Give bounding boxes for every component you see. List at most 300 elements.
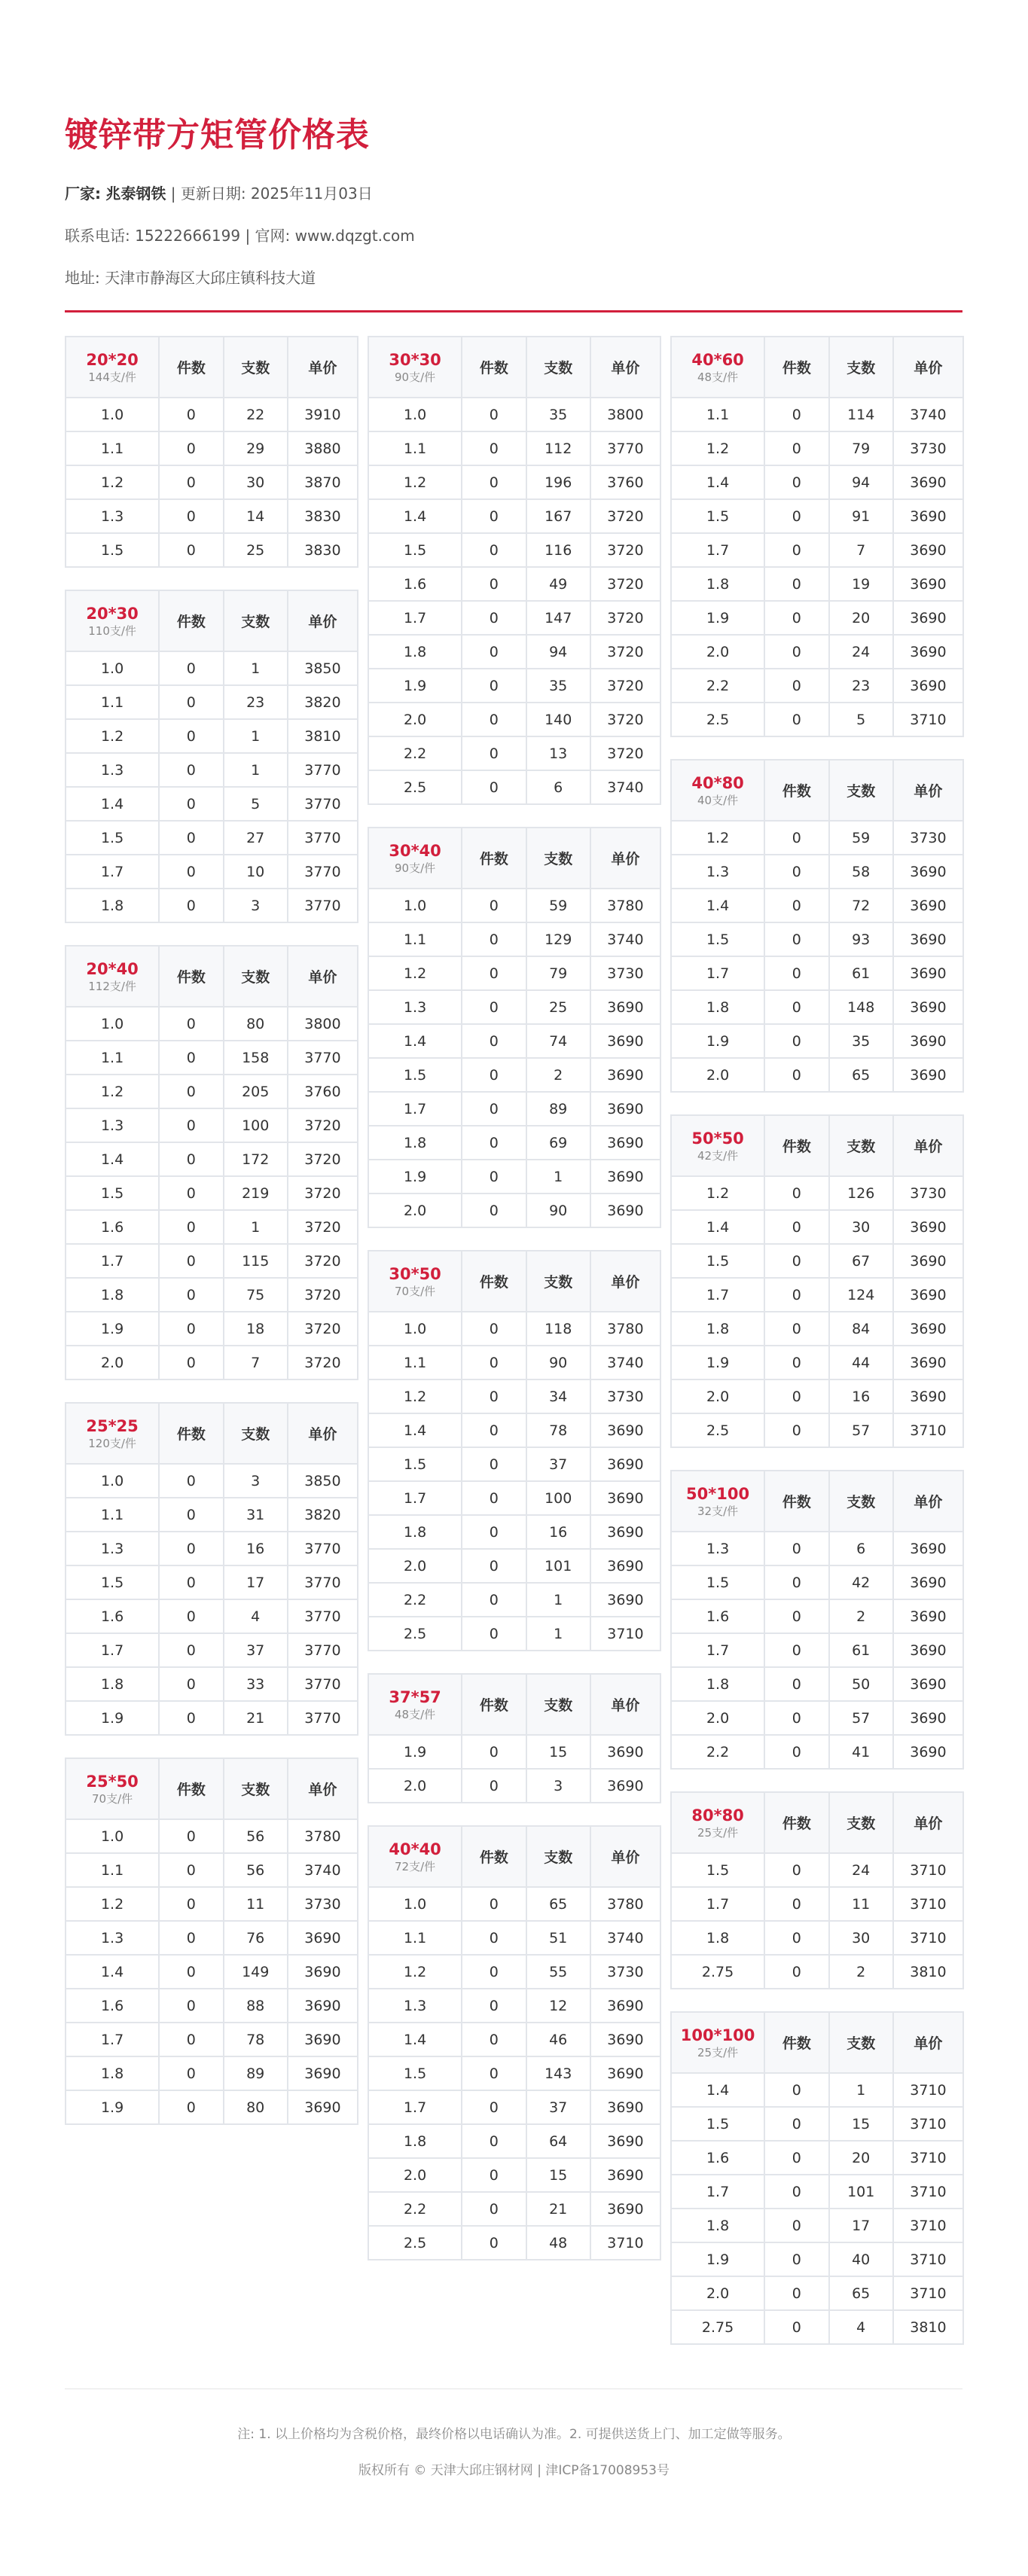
cell-thickness: 2.0 — [368, 2158, 462, 2192]
table-row — [66, 1701, 358, 1735]
cell-pieces: 0 — [764, 990, 828, 1024]
cell-count: 34 — [526, 1379, 590, 1413]
cell-thickness: 2.0 — [671, 1379, 764, 1413]
cell-pieces: 0 — [462, 889, 526, 922]
factory-line — [65, 182, 373, 205]
table-row — [66, 1633, 358, 1667]
cell-pieces: 0 — [462, 922, 526, 956]
table-row — [368, 1481, 660, 1515]
cell-price: 3770 — [288, 753, 358, 787]
table-row — [66, 1887, 358, 1921]
cell-pieces: 0 — [462, 703, 526, 736]
col-header-price: 单价 — [590, 828, 660, 889]
cell-price: 3760 — [288, 1075, 358, 1108]
cell-thickness: 1.0 — [368, 1312, 462, 1346]
footer-copyright: 版权所有 © 天津大邱庄钢材网 | 津ICP备17008953号 — [358, 2463, 670, 2478]
spec-header — [671, 1792, 764, 1853]
cell-count: 143 — [526, 2056, 590, 2090]
cell-thickness: 1.1 — [66, 431, 159, 465]
cell-thickness: 1.9 — [66, 1701, 159, 1735]
cell-thickness: 1.7 — [368, 1481, 462, 1515]
cell-count: 7 — [224, 1346, 288, 1379]
cell-price: 3770 — [288, 1633, 358, 1667]
column-2 — [368, 336, 661, 2282]
cell-pieces: 0 — [159, 821, 223, 855]
cell-price: 3690 — [893, 1565, 963, 1599]
cell-pieces: 0 — [764, 2242, 828, 2276]
header — [65, 113, 962, 287]
header-divider — [65, 310, 962, 312]
cell-price: 3910 — [288, 398, 358, 431]
cell-thickness: 1.5 — [66, 1176, 159, 1210]
cell-pieces: 0 — [159, 1075, 223, 1108]
cell-pieces: 0 — [159, 1599, 223, 1633]
spec-size: 25*25 — [86, 1416, 139, 1435]
cell-price: 3770 — [288, 1667, 358, 1701]
table-row — [66, 1853, 358, 1887]
cell-thickness: 2.0 — [368, 1769, 462, 1803]
cell-price: 3690 — [893, 499, 963, 533]
table-row — [671, 2073, 963, 2107]
cell-count: 90 — [526, 1193, 590, 1227]
cell-pieces: 0 — [462, 1126, 526, 1160]
cell-thickness: 1.5 — [671, 1853, 764, 1887]
cell-thickness: 1.8 — [368, 2124, 462, 2158]
col-header-count: 支数 — [526, 828, 590, 889]
cell-pieces: 0 — [462, 1481, 526, 1515]
table-row — [66, 787, 358, 821]
cell-price: 3690 — [893, 1346, 963, 1379]
table-row — [671, 855, 963, 889]
cell-thickness: 1.5 — [671, 2107, 764, 2141]
cell-price: 3720 — [590, 499, 660, 533]
col-header-pieces: 件数 — [462, 1251, 526, 1312]
cell-count: 13 — [526, 736, 590, 770]
cell-count: 5 — [224, 787, 288, 821]
cell-price: 3710 — [893, 1887, 963, 1921]
col-header-pieces: 件数 — [764, 1792, 828, 1853]
cell-thickness: 1.7 — [66, 855, 159, 889]
table-row — [671, 1667, 963, 1701]
phone-number[interactable]: 15222666199 — [135, 227, 241, 245]
spec-table — [670, 2011, 964, 2345]
cell-pieces: 0 — [159, 431, 223, 465]
cell-thickness: 1.7 — [66, 1244, 159, 1278]
cell-pieces: 0 — [159, 1312, 223, 1346]
cell-price: 3690 — [288, 1921, 358, 1955]
cell-thickness: 1.1 — [368, 1346, 462, 1379]
spec-table — [368, 1250, 661, 1651]
cell-price: 3780 — [590, 1312, 660, 1346]
cell-pieces: 0 — [462, 1583, 526, 1617]
cell-pieces: 0 — [764, 1701, 828, 1735]
table-row — [66, 398, 358, 431]
spec-per-bundle: 90支/件 — [395, 370, 436, 384]
cell-thickness: 1.8 — [671, 2209, 764, 2242]
cell-price: 3690 — [893, 533, 963, 567]
table-row — [671, 431, 963, 465]
cell-price: 3720 — [590, 736, 660, 770]
cell-count: 31 — [224, 1498, 288, 1532]
col-header-count: 支数 — [224, 1403, 288, 1464]
col-header-count: 支数 — [526, 1826, 590, 1887]
cell-thickness: 1.2 — [66, 465, 159, 499]
cell-thickness: 2.0 — [368, 703, 462, 736]
cell-pieces: 0 — [159, 1278, 223, 1312]
col-header-count: 支数 — [829, 1792, 893, 1853]
table-row — [671, 1921, 963, 1955]
cell-thickness: 1.5 — [671, 922, 764, 956]
cell-price: 3690 — [893, 1312, 963, 1346]
table-row — [368, 567, 660, 601]
cell-pieces: 0 — [462, 1312, 526, 1346]
cell-price: 3720 — [288, 1108, 358, 1142]
cell-thickness: 1.4 — [368, 499, 462, 533]
cell-count: 46 — [526, 2023, 590, 2056]
cell-price: 3710 — [893, 2073, 963, 2107]
cell-pieces: 0 — [764, 1565, 828, 1599]
col-header-count: 支数 — [829, 2012, 893, 2073]
table-row — [368, 398, 660, 431]
spec-size: 30*40 — [389, 841, 441, 860]
cell-pieces: 0 — [462, 1058, 526, 1092]
phone-label: 联系电话: — [65, 227, 130, 245]
table-row — [368, 2192, 660, 2226]
table-row — [671, 2141, 963, 2175]
cell-count: 21 — [526, 2192, 590, 2226]
cell-count: 78 — [526, 1413, 590, 1447]
cell-thickness: 1.1 — [368, 1921, 462, 1955]
cell-pieces: 0 — [462, 1160, 526, 1193]
cell-thickness: 1.3 — [66, 1921, 159, 1955]
cell-price: 3770 — [288, 1565, 358, 1599]
cell-price: 3690 — [893, 855, 963, 889]
cell-thickness: 2.0 — [671, 2276, 764, 2310]
cell-thickness: 1.5 — [368, 1058, 462, 1092]
cell-thickness: 1.5 — [671, 1565, 764, 1599]
cell-pieces: 0 — [159, 2056, 223, 2090]
table-row — [368, 1346, 660, 1379]
cell-thickness: 1.7 — [671, 956, 764, 990]
cell-price: 3710 — [590, 1617, 660, 1651]
cell-thickness: 1.2 — [671, 1176, 764, 1210]
cell-pieces: 0 — [462, 1379, 526, 1413]
cell-price: 3710 — [893, 2276, 963, 2310]
cell-pieces: 0 — [159, 398, 223, 431]
table-row — [368, 499, 660, 533]
cell-price: 3720 — [590, 703, 660, 736]
spec-header — [66, 1403, 159, 1464]
table-row — [368, 1617, 660, 1651]
cell-pieces: 0 — [462, 1989, 526, 2023]
cell-pieces: 0 — [159, 1887, 223, 1921]
cell-price: 3690 — [590, 990, 660, 1024]
col-header-price: 单价 — [590, 1674, 660, 1735]
cell-thickness: 1.4 — [671, 1210, 764, 1244]
cell-pieces: 0 — [159, 1007, 223, 1041]
table-row — [368, 703, 660, 736]
cell-price: 3690 — [893, 669, 963, 703]
cell-pieces: 0 — [462, 635, 526, 669]
table-row — [671, 1701, 963, 1735]
cell-pieces: 0 — [462, 1887, 526, 1921]
cell-count: 80 — [224, 1007, 288, 1041]
cell-thickness: 1.4 — [66, 1142, 159, 1176]
cell-count: 56 — [224, 1819, 288, 1853]
cell-thickness: 1.3 — [66, 1108, 159, 1142]
cell-count: 2 — [829, 1955, 893, 1989]
cell-price: 3770 — [288, 1041, 358, 1075]
spec-size: 40*60 — [691, 350, 744, 369]
cell-pieces: 0 — [159, 889, 223, 922]
cell-count: 37 — [526, 2090, 590, 2124]
table-row — [671, 499, 963, 533]
cell-count: 56 — [224, 1853, 288, 1887]
spec-per-bundle: 25支/件 — [697, 1825, 739, 1840]
table-row — [368, 431, 660, 465]
cell-count: 16 — [224, 1532, 288, 1565]
cell-price: 3690 — [590, 1447, 660, 1481]
col-header-pieces: 件数 — [462, 828, 526, 889]
cell-price: 3710 — [893, 1853, 963, 1887]
cell-pieces: 0 — [462, 499, 526, 533]
cell-pieces: 0 — [462, 1549, 526, 1583]
cell-price: 3690 — [893, 889, 963, 922]
cell-pieces: 0 — [764, 1887, 828, 1921]
table-row — [66, 1075, 358, 1108]
cell-pieces: 0 — [764, 431, 828, 465]
cell-count: 3 — [224, 889, 288, 922]
cell-thickness: 1.5 — [66, 821, 159, 855]
cell-pieces: 0 — [159, 533, 223, 567]
cell-count: 61 — [829, 1633, 893, 1667]
spec-header — [368, 1674, 462, 1735]
cell-pieces: 0 — [764, 1921, 828, 1955]
cell-thickness: 1.8 — [66, 1278, 159, 1312]
spec-size: 20*30 — [86, 604, 139, 623]
cell-count: 22 — [224, 398, 288, 431]
table-row — [66, 651, 358, 685]
cell-price: 3770 — [288, 1599, 358, 1633]
col-header-pieces: 件数 — [159, 1403, 223, 1464]
cell-count: 112 — [526, 431, 590, 465]
cell-count: 23 — [224, 685, 288, 719]
cell-price: 3800 — [288, 1007, 358, 1041]
cell-thickness: 1.2 — [368, 956, 462, 990]
cell-count: 84 — [829, 1312, 893, 1346]
cell-pieces: 0 — [764, 669, 828, 703]
cell-price: 3780 — [590, 1887, 660, 1921]
spec-table — [670, 759, 964, 1093]
cell-pieces: 0 — [764, 889, 828, 922]
cell-pieces: 0 — [462, 1413, 526, 1447]
table-row — [66, 855, 358, 889]
cell-thickness: 1.8 — [368, 1515, 462, 1549]
cell-thickness: 1.7 — [671, 1887, 764, 1921]
cell-price: 3690 — [893, 1244, 963, 1278]
cell-price: 3690 — [893, 1379, 963, 1413]
cell-count: 35 — [526, 669, 590, 703]
cell-price: 3850 — [288, 651, 358, 685]
cell-thickness: 1.1 — [368, 431, 462, 465]
cell-count: 140 — [526, 703, 590, 736]
cell-count: 2 — [526, 1058, 590, 1092]
cell-price: 3690 — [893, 956, 963, 990]
cell-thickness: 2.0 — [368, 1549, 462, 1583]
table-row — [66, 2023, 358, 2056]
spec-table — [368, 827, 661, 1228]
cell-pieces: 0 — [159, 1498, 223, 1532]
spec-size: 40*80 — [691, 773, 744, 792]
cell-thickness: 1.0 — [368, 889, 462, 922]
table-row — [368, 956, 660, 990]
cell-thickness: 1.3 — [368, 990, 462, 1024]
cell-pieces: 0 — [764, 922, 828, 956]
cell-pieces: 0 — [764, 465, 828, 499]
cell-pieces: 0 — [462, 1024, 526, 1058]
cell-price: 3740 — [288, 1853, 358, 1887]
cell-thickness: 1.0 — [66, 398, 159, 431]
table-row — [66, 431, 358, 465]
cell-price: 3690 — [893, 922, 963, 956]
cell-count: 3 — [526, 1769, 590, 1803]
table-row — [368, 889, 660, 922]
cell-count: 50 — [829, 1667, 893, 1701]
cell-price: 3690 — [288, 2090, 358, 2124]
cell-pieces: 0 — [159, 1565, 223, 1599]
col-header-price: 单价 — [893, 1471, 963, 1532]
cell-price: 3810 — [288, 719, 358, 753]
spec-table — [65, 590, 358, 923]
cell-count: 21 — [224, 1701, 288, 1735]
cell-count: 15 — [526, 1735, 590, 1769]
cell-count: 19 — [829, 567, 893, 601]
spec-table — [670, 1114, 964, 1448]
table-row — [66, 533, 358, 567]
cell-pieces: 0 — [764, 956, 828, 990]
cell-price: 3690 — [288, 1989, 358, 2023]
cell-price: 3740 — [590, 922, 660, 956]
cell-count: 74 — [526, 1024, 590, 1058]
col-header-count: 支数 — [526, 337, 590, 398]
cell-price: 3730 — [893, 1176, 963, 1210]
cell-count: 91 — [829, 499, 893, 533]
cell-thickness: 1.0 — [368, 398, 462, 431]
cell-price: 3720 — [288, 1142, 358, 1176]
cell-pieces: 0 — [462, 1447, 526, 1481]
cell-price: 3830 — [288, 499, 358, 533]
cell-price: 3690 — [893, 1667, 963, 1701]
table-row — [671, 1565, 963, 1599]
cell-count: 67 — [829, 1244, 893, 1278]
cell-thickness: 1.9 — [368, 1160, 462, 1193]
cell-pieces: 0 — [462, 990, 526, 1024]
spec-table — [65, 1402, 358, 1736]
table-row — [671, 1278, 963, 1312]
cell-count: 49 — [526, 567, 590, 601]
cell-count: 89 — [526, 1092, 590, 1126]
cell-price: 3690 — [893, 1735, 963, 1769]
cell-price: 3690 — [893, 1701, 963, 1735]
cell-pieces: 0 — [462, 1735, 526, 1769]
table-row — [671, 1735, 963, 1769]
spec-header — [66, 337, 159, 398]
cell-pieces: 0 — [764, 1024, 828, 1058]
cell-count: 147 — [526, 601, 590, 635]
cell-thickness: 1.5 — [368, 533, 462, 567]
spec-size: 20*40 — [86, 959, 139, 978]
spec-header — [66, 946, 159, 1007]
cell-count: 11 — [829, 1887, 893, 1921]
cell-pieces: 0 — [462, 1955, 526, 1989]
cell-price: 3690 — [590, 1413, 660, 1447]
cell-count: 118 — [526, 1312, 590, 1346]
site-link[interactable]: www.dqzgt.com — [294, 227, 415, 245]
cell-thickness: 1.1 — [368, 922, 462, 956]
table-row — [66, 2056, 358, 2090]
spec-per-bundle: 40支/件 — [697, 793, 739, 807]
cell-thickness: 1.9 — [66, 2090, 159, 2124]
col-header-count: 支数 — [829, 1471, 893, 1532]
cell-count: 65 — [829, 2276, 893, 2310]
cell-thickness: 2.5 — [671, 703, 764, 736]
cell-count: 64 — [526, 2124, 590, 2158]
cell-price: 3740 — [590, 1346, 660, 1379]
cell-price: 3710 — [893, 703, 963, 736]
cell-price: 3780 — [590, 889, 660, 922]
table-row — [671, 1599, 963, 1633]
spec-per-bundle: 110支/件 — [88, 623, 136, 638]
cell-thickness: 1.7 — [66, 2023, 159, 2056]
column-3 — [670, 336, 964, 2367]
cell-pieces: 0 — [159, 719, 223, 753]
cell-pieces: 0 — [764, 2209, 828, 2242]
spec-size: 100*100 — [680, 2026, 755, 2044]
cell-thickness: 1.8 — [671, 1667, 764, 1701]
spec-per-bundle: 72支/件 — [395, 1859, 436, 1873]
spec-per-bundle: 120支/件 — [88, 1436, 136, 1450]
col-header-price: 单价 — [590, 1826, 660, 1887]
cell-price: 3770 — [288, 855, 358, 889]
cell-price: 3720 — [590, 601, 660, 635]
cell-thickness: 1.1 — [671, 398, 764, 431]
cell-price: 3710 — [893, 2242, 963, 2276]
table-row — [368, 1549, 660, 1583]
cell-pieces: 0 — [159, 1041, 223, 1075]
cell-price: 3850 — [288, 1464, 358, 1498]
table-row — [671, 2242, 963, 2276]
table-row — [66, 1176, 358, 1210]
page-title: 镀锌带方矩管价格表 — [65, 116, 370, 154]
table-row — [66, 1955, 358, 1989]
cell-count: 37 — [224, 1633, 288, 1667]
cell-count: 1 — [224, 719, 288, 753]
spec-header — [671, 760, 764, 821]
cell-price: 3720 — [590, 669, 660, 703]
cell-price: 3690 — [893, 601, 963, 635]
spec-per-bundle: 112支/件 — [88, 979, 136, 993]
spec-header — [368, 337, 462, 398]
cell-thickness: 2.2 — [368, 736, 462, 770]
cell-thickness: 2.5 — [368, 1617, 462, 1651]
cell-price: 3690 — [893, 1599, 963, 1633]
cell-pieces: 0 — [159, 1633, 223, 1667]
table-row — [368, 736, 660, 770]
table-row — [368, 1735, 660, 1769]
cell-pieces: 0 — [462, 2090, 526, 2124]
table-row — [368, 1989, 660, 2023]
cell-thickness: 1.2 — [66, 1887, 159, 1921]
